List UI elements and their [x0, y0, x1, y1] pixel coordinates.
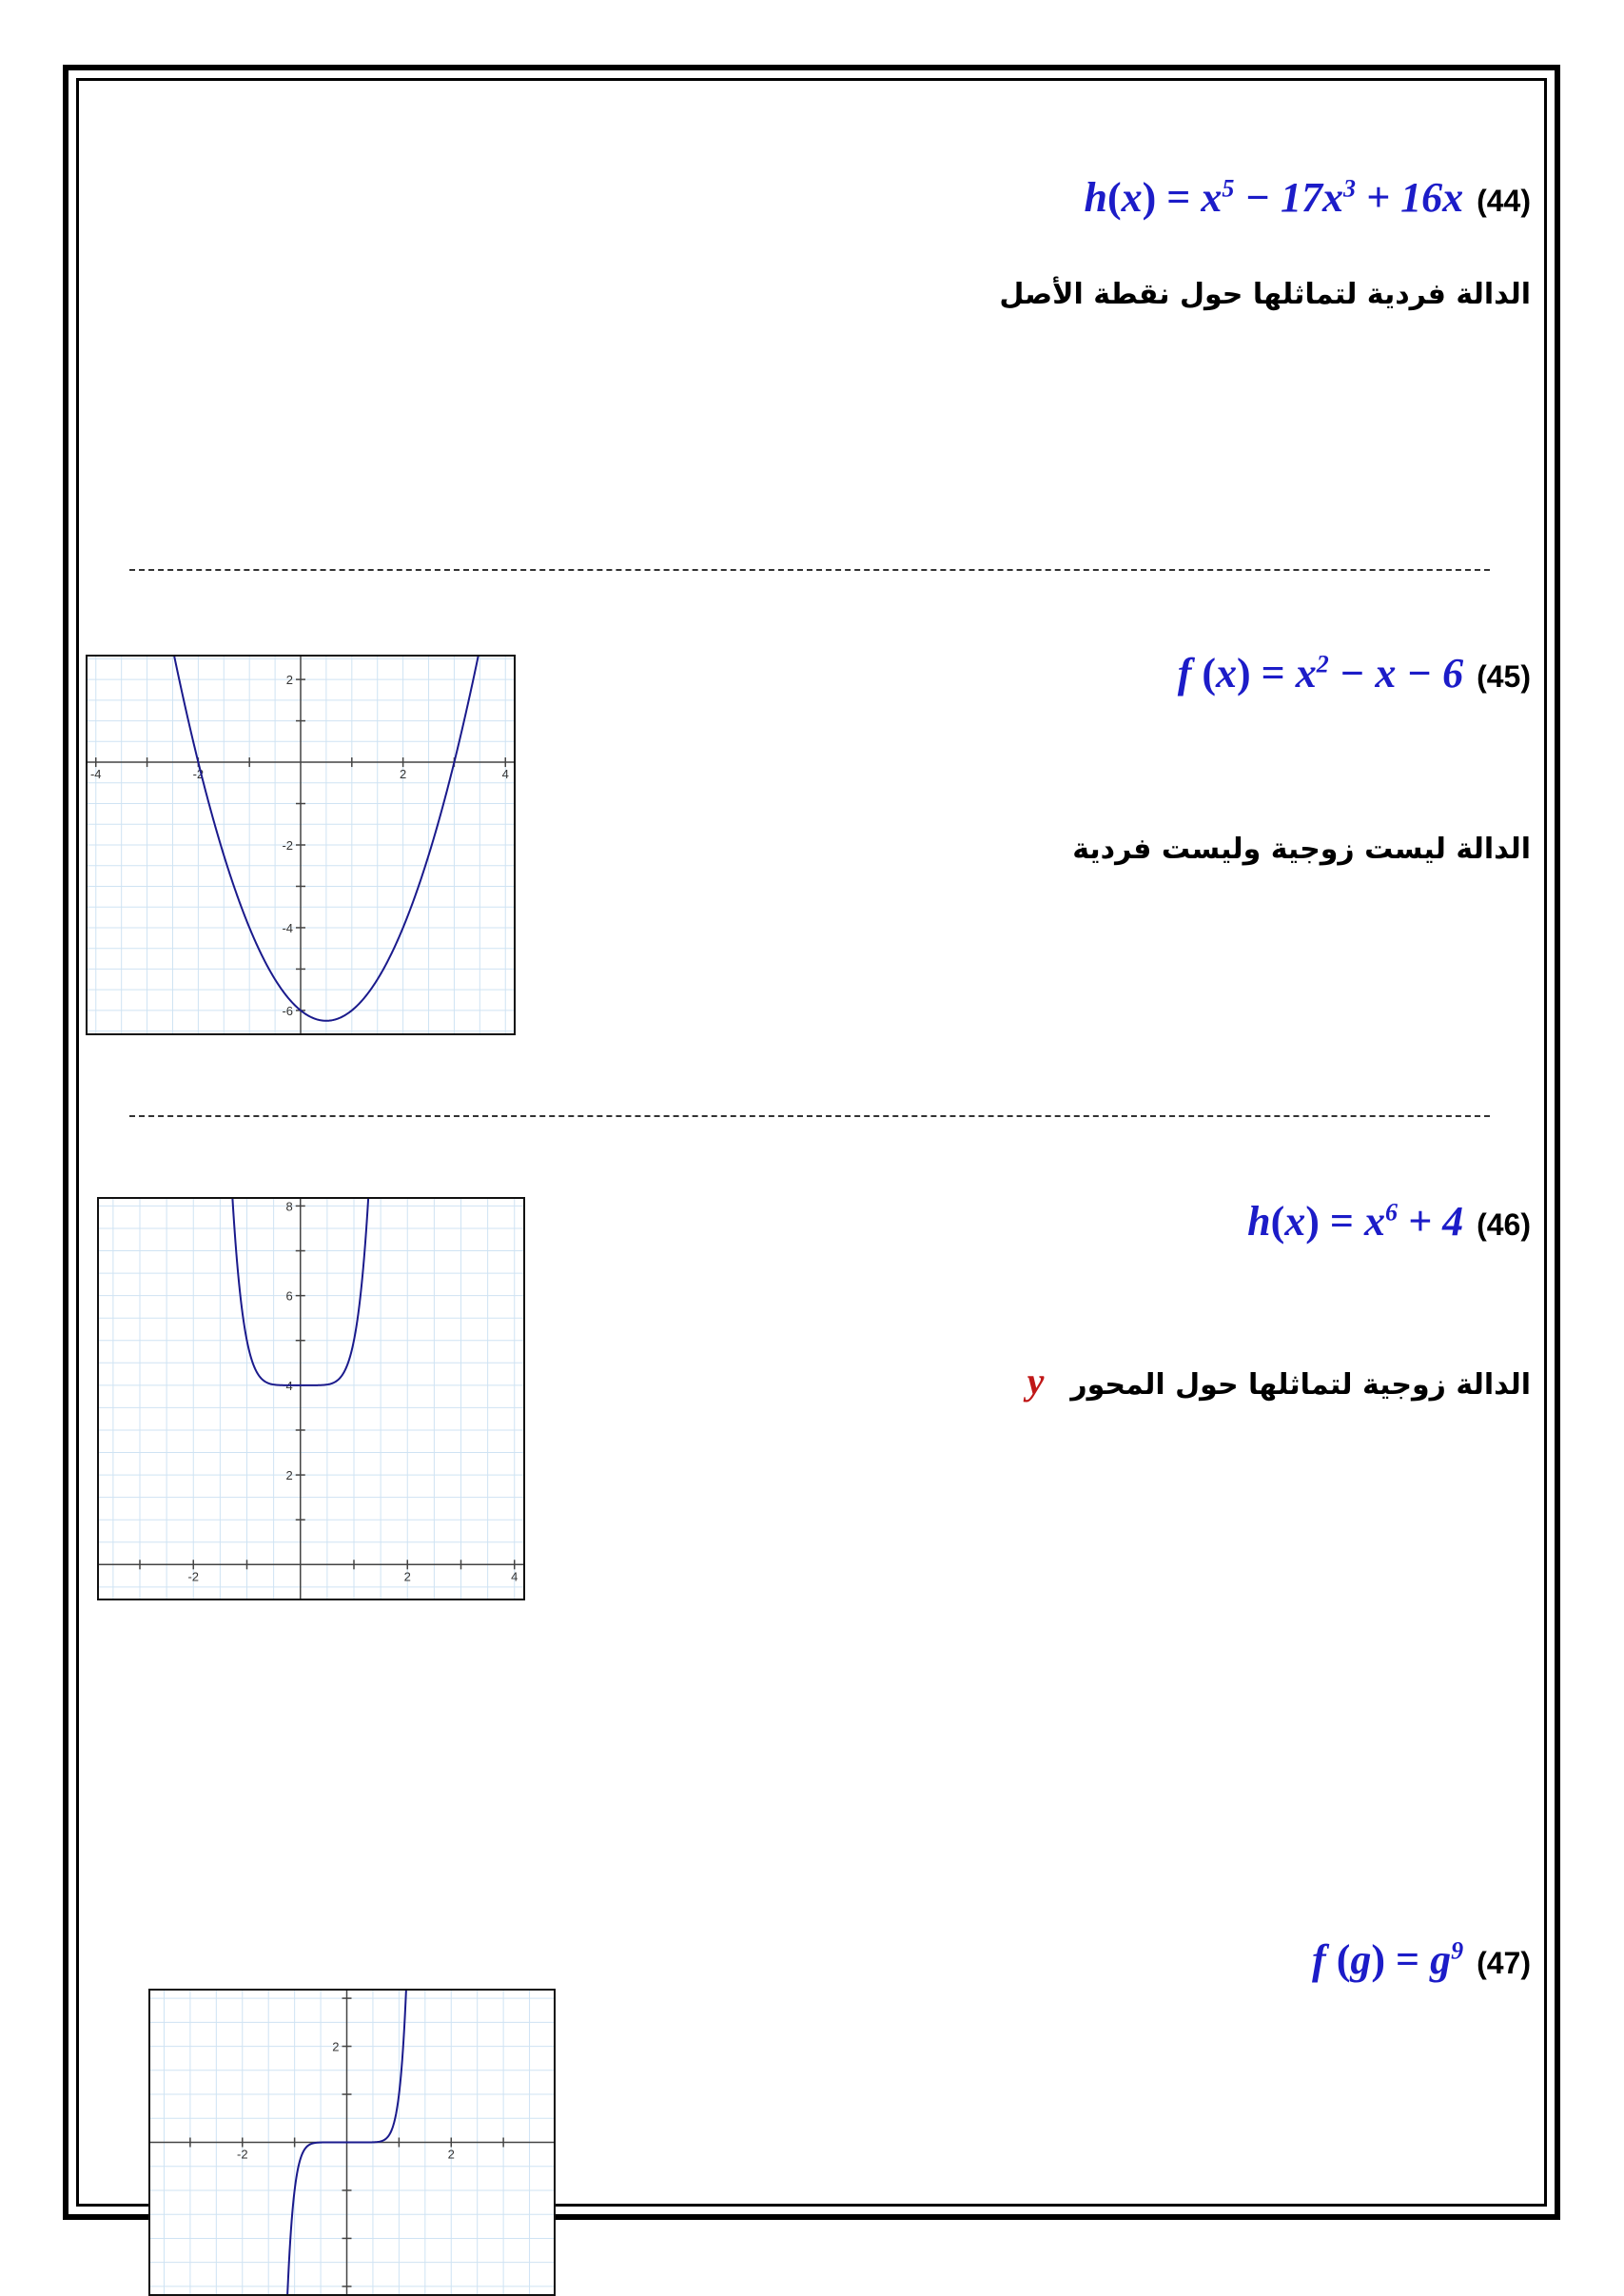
problem-45-equation	[1178, 649, 1531, 697]
x-tick-label: -4	[89, 767, 102, 782]
eq-term: − 17x	[1234, 174, 1344, 221]
eq-term: g	[1430, 1936, 1452, 1983]
x-tick-label: 4	[501, 767, 509, 782]
equation-47: f $(g) = g^9$	[1312, 1936, 1464, 1983]
x-tick-label: -2	[236, 2147, 248, 2162]
equation-46: $h(x) = x^6 + 4$	[1247, 1198, 1464, 1245]
eq-exponent: 6	[1385, 1198, 1399, 1226]
eq-exponent: 5	[1222, 174, 1235, 203]
eq-func-name: f	[1177, 650, 1192, 697]
eq-term: + 4	[1398, 1198, 1464, 1245]
eq-exponent: 9	[1451, 1936, 1464, 1965]
eq-func-name: h	[1084, 174, 1107, 221]
x-tick-label: 2	[400, 767, 407, 782]
y-tick-label: 2	[285, 673, 293, 688]
eq-term: + 16x	[1356, 174, 1464, 221]
equation-44: $h(x) = x^5 - 17x^3 + 16x$	[1084, 174, 1464, 221]
problem-number: (45)	[1477, 659, 1531, 694]
x-tick-label: 2	[447, 2147, 455, 2162]
problem-number: (44)	[1477, 184, 1531, 218]
y-tick-label: -4	[282, 920, 293, 935]
eq-arg: x	[1284, 1198, 1306, 1245]
eq-term: x	[1201, 174, 1223, 221]
eq-arg: g	[1350, 1936, 1372, 1983]
problem-number: (47)	[1477, 1946, 1531, 1980]
eq-arg: x	[1216, 650, 1238, 697]
problem-44-answer: الدالة فردية لتماثلها حول نقطة الأصل	[999, 278, 1531, 311]
y-tick-label: 2	[332, 2039, 340, 2054]
graph-46	[97, 1197, 525, 1600]
divider	[129, 569, 1490, 571]
problem-number: (46)	[1477, 1207, 1531, 1242]
graph-47	[148, 1989, 556, 2296]
y-tick-label: 8	[285, 1199, 293, 1214]
page-border-inner	[76, 78, 1547, 2207]
x-tick-label: 2	[403, 1569, 411, 1584]
y-tick-label: 4	[285, 1378, 293, 1393]
eq-term: − x − 6	[1328, 650, 1464, 697]
y-tick-label: 2	[285, 1468, 293, 1483]
answer-text: الدالة زوجية لتماثلها حول المحور	[1070, 1368, 1531, 1402]
eq-func-name: f	[1312, 1936, 1326, 1983]
problem-44-equation	[1084, 173, 1531, 222]
problem-46-equation	[1247, 1197, 1531, 1246]
eq-exponent: 2	[1316, 650, 1329, 678]
problem-45-answer: الدالة ليست زوجية وليست فردية	[1072, 833, 1531, 866]
y-tick-label: -2	[282, 838, 293, 853]
eq-term: x	[1295, 650, 1317, 697]
axis-variable: y	[1027, 1360, 1045, 1403]
x-tick-label: -2	[192, 767, 205, 782]
x-tick-label: -2	[187, 1569, 200, 1584]
eq-arg: x	[1121, 174, 1143, 221]
problem-46-answer	[1027, 1359, 1531, 1403]
divider	[129, 1115, 1490, 1117]
equation-45: f $(x) = x^2 - x - 6$	[1177, 650, 1464, 697]
eq-term: x	[1364, 1198, 1386, 1245]
y-tick-label: -6	[282, 1003, 293, 1018]
eq-func-name: h	[1247, 1198, 1271, 1245]
x-tick-label: 4	[511, 1569, 519, 1584]
problem-47-equation	[1312, 1935, 1531, 1984]
y-tick-label: 6	[285, 1288, 293, 1304]
graph-45	[86, 655, 516, 1035]
eq-exponent: 3	[1343, 174, 1357, 203]
